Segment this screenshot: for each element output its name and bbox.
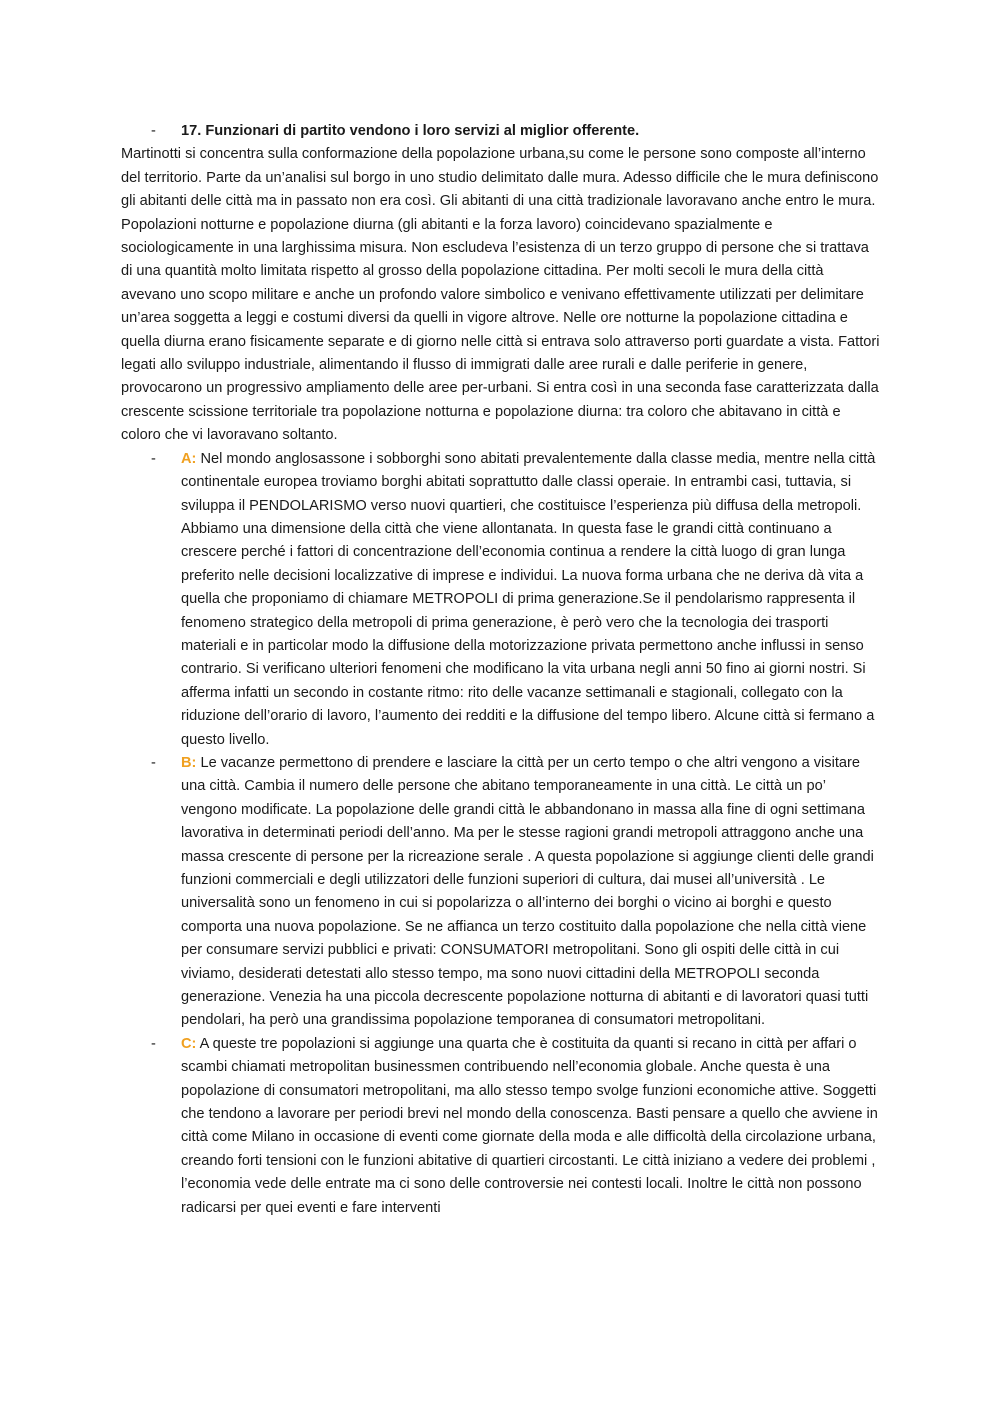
list-item-c (121, 1033, 881, 1220)
heading-text: 17. Funzionari di partito vendono i loro servizi al miglior offerente. (181, 123, 640, 139)
document-body (121, 120, 881, 1220)
item-tag-a: A: (181, 450, 197, 467)
item-text-b: Le vacanze permettono di prendere e lasciare la città per un certo tempo o che altri vengono a visitare una città. Cambia il numero delle persone che abitano temporaneamente in una città. Le città un po’ vengono modificate. La popolazione delle grandi città le abbandonano in massa alla fine di ogni settimana lavorativa in determinati periodi dell’anno. Ma per le stesse ragioni grandi metropoli attraggono anche una massa crescente di persone per la ricreazione serale . A questa popolazione si aggiunge clienti delle grandi funzioni commerciali e degli utilizzatori delle funzioni superiori di cultura, dai musei all’università . Le universalità sono un fenomeno in cui si popolarizza o all’interno dei borghi o vicino ai borghi e questo comporta una nuova popolazione. Se ne affianca un terzo costituito dalla popolazione che nella città viene per consumare servizi pubblici e privati: CONSUMATORI metropolitani. Sono gli ospiti delle città in cui viviamo, desiderati detestati allo stesso tempo, ma sono nuovi cittadini della METROPOLI seconda generazione. Venezia ha una piccola decrescente popolazione notturna di abitanti e di lavoratori quasi tutti pendolari, ha però una grandissima popolazione temporanea di consumatori metropolitani. (181, 754, 874, 1029)
section-heading (121, 120, 881, 143)
item-tag-c: C: (181, 1035, 197, 1052)
item-bullet: - (151, 1035, 156, 1052)
heading-bullet: - (151, 123, 156, 139)
list-item-a (121, 448, 881, 752)
item-text-a: Nel mondo anglosassone i sobborghi sono abitati prevalentemente dalla classe media, mentre nella città continentale europea troviamo borghi abitati soprattutto dalle classi operaie. In entrambi casi, tuttavia, si sviluppa il PENDOLARISMO verso nuovi quartieri, che costituisce l’esperienza più diffusa della metropoli. Abbiamo una dimensione della città che viene allontanata. In questa fase le grandi città continuano a crescere perché i fattori di concentrazione dell’economia continua a rendere la città luogo di gran lunga preferito nelle decisioni localizzative di imprese e individui. La nuova forma urbana che ne deriva dà vita a quella che proponiamo di chiamare METROPOLI di prima generazione.Se il pendolarismo rappresenta il fenomeno strategico della metropoli di prima generazione, è però vero che la tecnologia dei trasporti materiali e in particolar modo la diffusione della motorizzazione privata permettono anche influssi in senso contrario. Si verificano ulteriori fenomeni che modificano la vita urbana negli anni 50 fino ai giorni nostri. Si afferma infatti un secondo in costante ritmo: rito delle vacanze settimanali e stagionali, collegato con la riduzione dell’orario di lavoro, l’aumento dei redditi e la diffusione del tempo libero. Alcune città si fermano a questo livello. (181, 450, 876, 748)
item-bullet: - (151, 450, 156, 467)
item-bullet: - (151, 754, 156, 771)
item-tag-b: B: (181, 754, 197, 771)
intro-paragraph: Martinotti si concentra sulla conformazione della popolazione urbana,su come le persone sono composte all’interno del territorio. Parte da un’analisi sul borgo in uno studio delimitato dalle mura. Adesso difficile che le mura definiscono gli abitanti delle città ma in passato non era così. Gli abitanti di una città tradizionale lavoravano anche entro le mura. Popolazioni notturne e popolazione diurna (gli abitanti e la forza lavoro) coincidevano spazialmente e sociologicamente in una larghissima misura. Non escludeva l’esistenza di un terzo gruppo di persone che si trattava di una quantità molto limitata rispetto al grosso della popolazione cittadina. Per molti secoli le mura della città avevano uno scopo militare e anche un profondo valore simbolico e venivano effettivamente utilizzati per delimitare un’area soggetta a leggi e costumi diversi da quelli in vigore altrove. Nelle ore notturne la popolazione cittadina e quella diurna erano fisicamente separate e di giorno nelle città si entrava solo attraverso porti guardate a vista. Fattori legati allo sviluppo industriale, alimentando il flusso di immigrati dalle aree rurali e dalle periferie in genere, provocarono un progressivo ampliamento delle aree per-urbani. Si entra così in una seconda fase caratterizzata dalla crescente scissione territoriale tra popolazione notturna e popolazione diurna: tra coloro che abitavano in città e coloro che vi lavoravano soltanto. (121, 146, 880, 444)
item-text-c: A queste tre popolazioni si aggiunge una quarta che è costituita da quanti si recano in città per affari o scambi chiamati metropolitan businessmen contribuendo nell’economia globale. Anche questa è una popolazione di consumatori metropolitani, ma allo stesso tempo svolge funzioni economiche attive. Soggetti che tendono a lavorare per periodi brevi nel mondo della conoscenza. Basti pensare a quello che avviene in città come Milano in occasione di eventi come giornate della moda e alle difficoltà della circolazione urbana, creando forti tensioni con le funzioni abitative di quartieri circostanti. Le città iniziano a vedere dei problemi , l’economia vede delle entrate ma ci sono delle controversie nei contesti locali. Inoltre le città non possono radicarsi per quei eventi e fare interventi (181, 1035, 878, 1216)
list-item-b (121, 752, 881, 1033)
